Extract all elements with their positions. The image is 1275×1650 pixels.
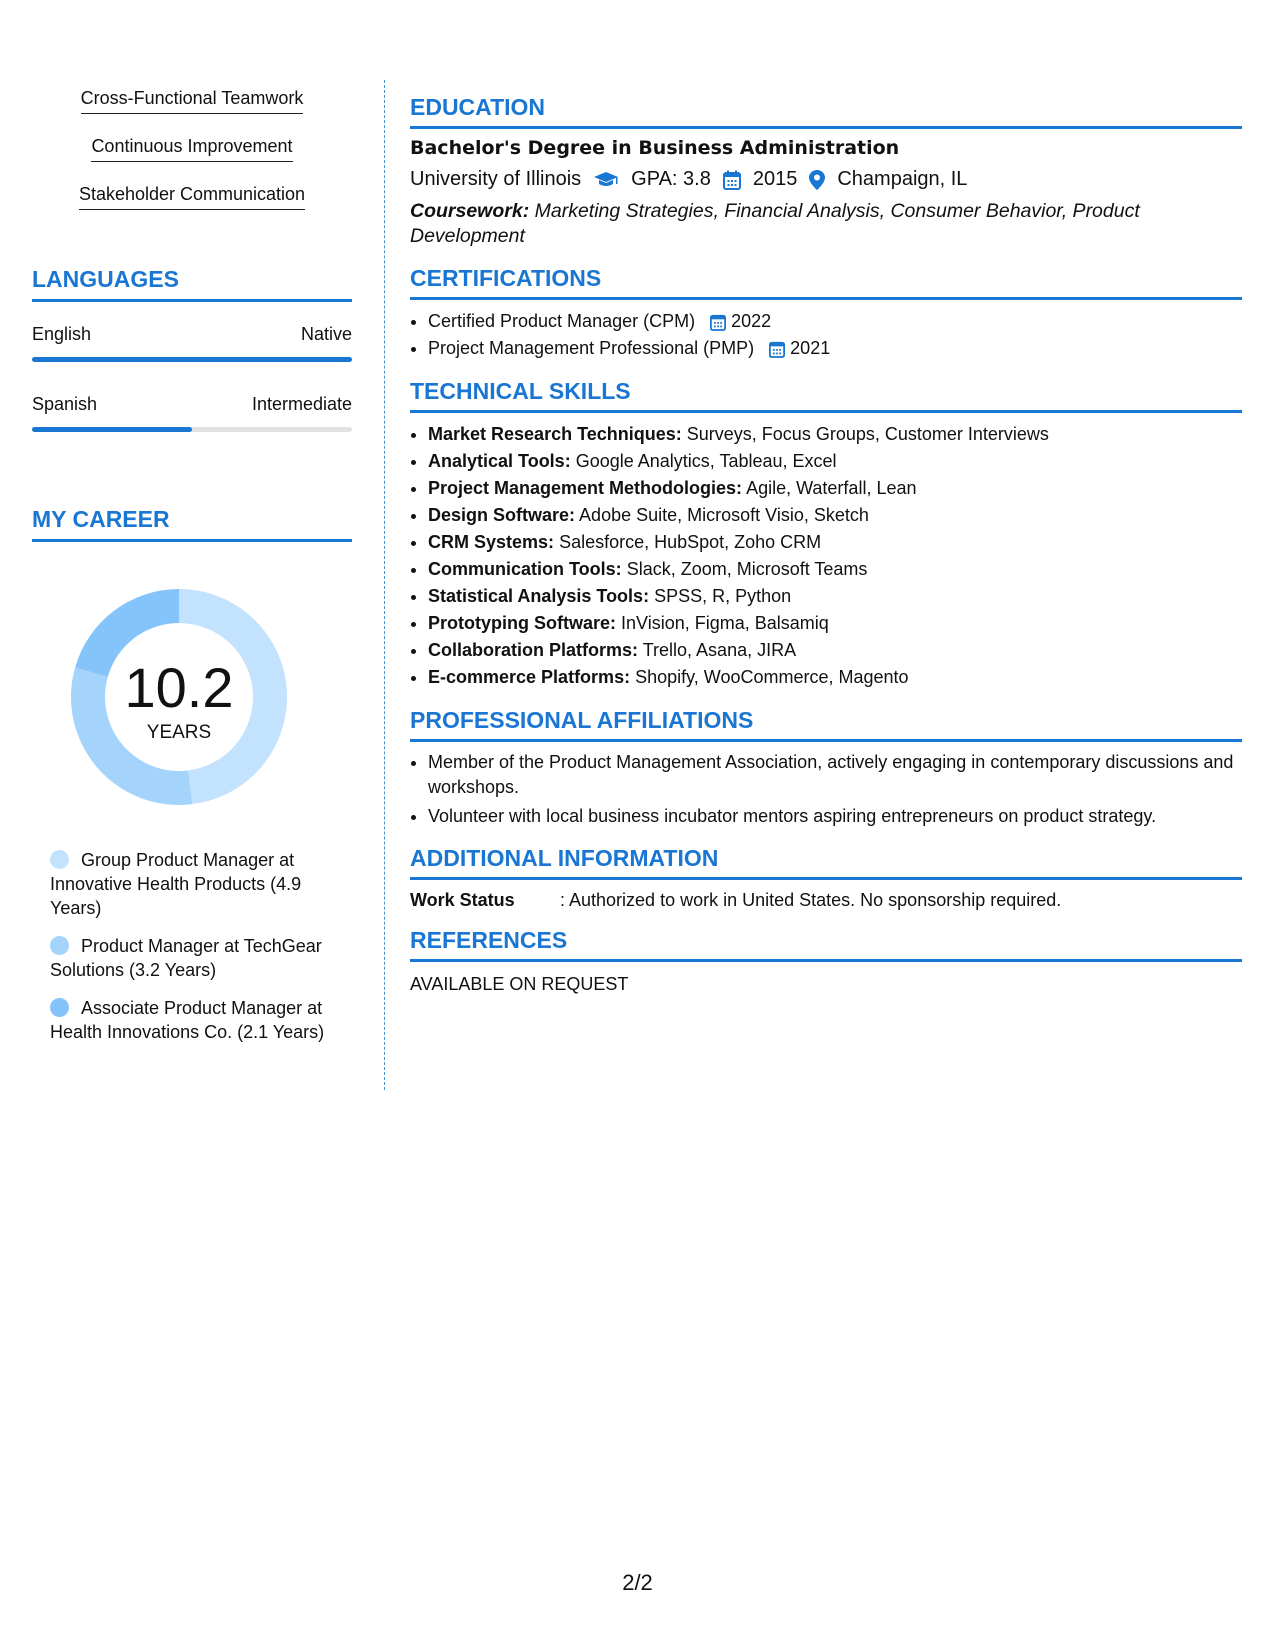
coursework-list: Marketing Strategies, Financial Analysis, Consumer Behavior, Product Development <box>410 200 1140 247</box>
skill-value: Surveys, Focus Groups, Customer Interviews <box>686 424 1049 444</box>
skill-value: Google Analytics, Tableau, Excel <box>575 451 837 471</box>
calendar-icon <box>723 170 741 190</box>
column-divider <box>384 80 385 1090</box>
language-bar <box>32 427 352 432</box>
additional-info-title: ADDITIONAL INFORMATION <box>410 845 1242 880</box>
language-bar-fill <box>32 357 352 362</box>
work-status-value: : Authorized to work in United States. No sponsorship required. <box>560 890 1062 910</box>
references-text: AVAILABLE ON REQUEST <box>410 974 629 994</box>
skill-value: Agile, Waterfall, Lean <box>746 478 917 498</box>
list-item <box>428 610 1242 637</box>
certifications-list <box>410 308 1242 362</box>
school-location: Champaign, IL <box>837 168 968 190</box>
graduation-cap-icon <box>593 171 619 189</box>
school-name: University of Illinois <box>410 168 582 190</box>
affiliations-list <box>410 750 1242 829</box>
certification-name: Certified Product Manager (CPM) <box>428 311 696 331</box>
legend-dot <box>50 850 69 869</box>
calendar-icon <box>769 340 785 358</box>
legend-label: Group Product Manager at Innovative Health Products (4.9 Years) <box>50 850 302 918</box>
certification-year: 2021 <box>790 338 831 358</box>
skill-label: E-commerce Platforms: <box>428 667 631 687</box>
gpa: GPA: 3.8 <box>631 168 711 190</box>
technical-skills-title: TECHNICAL SKILLS <box>410 378 1242 413</box>
language-english <box>32 324 352 362</box>
list-item <box>428 421 1242 448</box>
list-item <box>428 529 1242 556</box>
list-item <box>428 583 1242 610</box>
skill-value: Trello, Asana, JIRA <box>642 640 797 660</box>
skill-value: Adobe Suite, Microsoft Visio, Sketch <box>579 505 869 525</box>
language-bar <box>32 357 352 362</box>
graduation-year: 2015 <box>752 168 798 190</box>
list-item: • Volunteer with local business incubator mentors aspiring entrepreneurs on product strategy. <box>428 804 1242 829</box>
language-bar-fill <box>32 427 192 432</box>
career-legend <box>50 848 330 1044</box>
language-level: Native <box>300 324 352 344</box>
legend-label: Associate Product Manager at Health Innovations Co. (2.1 Years) <box>50 998 325 1042</box>
languages-title: LANGUAGES <box>32 266 352 302</box>
left-column <box>32 80 352 1058</box>
technical-skills-list <box>410 421 1242 691</box>
technical-skills-section <box>410 378 1242 691</box>
strengths-list <box>32 80 352 224</box>
right-column <box>410 94 1242 1011</box>
references-section <box>410 927 1242 995</box>
legend-item <box>50 996 330 1044</box>
skill-label: Analytical Tools: <box>428 451 571 471</box>
donut-center <box>64 582 294 812</box>
degree-name: Bachelor's Degree in Business Administration <box>410 137 900 159</box>
legend-item <box>50 848 330 920</box>
certification-name: Project Management Professional (PMP) <box>428 338 755 358</box>
location-pin-icon <box>809 170 825 190</box>
certification-year: 2022 <box>731 311 772 331</box>
skill-label: Statistical Analysis Tools: <box>428 586 650 606</box>
affiliations-section <box>410 707 1242 829</box>
list-item <box>428 664 1242 691</box>
legend-label: Product Manager at TechGear Solutions (3.2 Years) <box>50 936 322 980</box>
legend-item <box>50 934 330 982</box>
list-item <box>428 637 1242 664</box>
legend-dot <box>50 936 69 955</box>
list-item <box>428 335 1242 362</box>
skill-label: Communication Tools: <box>428 559 622 579</box>
references-title: REFERENCES <box>410 927 1242 962</box>
skill-label: Prototyping Software: <box>428 613 616 633</box>
career-title: MY CAREER <box>32 506 352 542</box>
affiliations-title: PROFESSIONAL AFFILIATIONS <box>410 707 1242 742</box>
coursework <box>410 199 1242 249</box>
list-item <box>428 502 1242 529</box>
skill-label: Market Research Techniques: <box>428 424 682 444</box>
strength-item: Cross-Functional Teamwork <box>81 88 304 114</box>
language-spanish <box>32 394 352 432</box>
skill-value: SPSS, R, Python <box>654 586 792 606</box>
certifications-section <box>410 265 1242 362</box>
skill-value: InVision, Figma, Balsamiq <box>621 613 829 633</box>
work-status-label: Work Status <box>410 890 515 910</box>
language-name: Spanish <box>32 394 98 414</box>
additional-info-section <box>410 845 1242 911</box>
work-status-row <box>410 890 1242 911</box>
list-item: • Member of the Product Management Association, actively engaging in contemporary discussions and workshops. <box>428 750 1242 800</box>
skill-label: Collaboration Platforms: <box>428 640 639 660</box>
language-name: English <box>32 324 92 344</box>
career-total-unit: YEARS <box>146 722 212 743</box>
skill-label: Project Management Methodologies: <box>428 478 743 498</box>
coursework-label: Coursework: <box>410 200 530 222</box>
certifications-title: CERTIFICATIONS <box>410 265 1242 300</box>
list-item <box>428 308 1242 335</box>
skill-label: CRM Systems: <box>428 532 555 552</box>
education-section <box>410 94 1242 249</box>
career-donut-chart <box>64 582 294 812</box>
strength-item: Continuous Improvement <box>91 136 292 162</box>
page-number: 2/2 <box>622 1570 653 1595</box>
strength-item: Stakeholder Communication <box>79 184 305 210</box>
legend-dot <box>50 998 69 1017</box>
calendar-icon <box>710 313 726 331</box>
career-total-value: 10.2 <box>124 656 234 719</box>
education-title: EDUCATION <box>410 94 1242 129</box>
skill-label: Design Software: <box>428 505 576 525</box>
list-item <box>428 556 1242 583</box>
list-item <box>428 448 1242 475</box>
skill-value: Salesforce, HubSpot, Zoho CRM <box>559 532 822 552</box>
skill-value: Slack, Zoom, Microsoft Teams <box>626 559 868 579</box>
language-level: Intermediate <box>251 394 352 414</box>
education-details <box>410 168 1242 191</box>
skill-value: Shopify, WooCommerce, Magento <box>635 667 909 687</box>
list-item <box>428 475 1242 502</box>
